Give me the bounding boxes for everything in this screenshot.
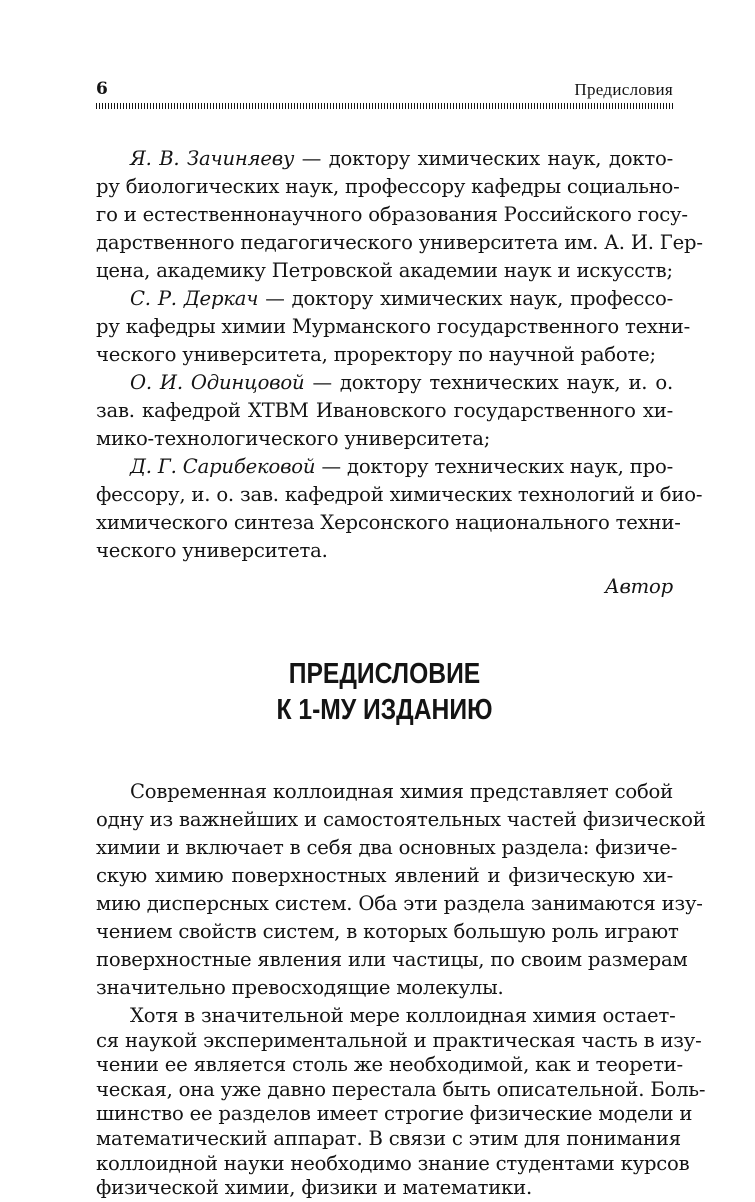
ack-line: фессору, и. о. зав. кафедрой химических технологий и био- (96, 483, 703, 506)
header-dotted-rule (96, 103, 673, 109)
ack-line: ческого университета. (96, 539, 328, 562)
page-number: 6 (96, 79, 108, 99)
body-line: одну из важнейших и самостоятельных частей физической (96, 808, 706, 831)
person-name: Д. Г. Сарибековой (130, 455, 316, 478)
body-line: ся наукой экспериментальной и практическая часть в изу- (96, 1028, 702, 1052)
section-title-line-1: ПРЕДИСЛОВИЕ (288, 658, 481, 690)
ack-line: ру биологических наук, профессору кафедры социально- (96, 175, 680, 198)
body-line: ческая, она уже давно перестала быть описательной. Боль- (96, 1077, 706, 1101)
body-line: шинство ее разделов имеет строгие физические модели и (96, 1102, 693, 1126)
ack-line: химического синтеза Херсонского национального техни- (96, 511, 681, 534)
ack-line: Д. Г. Сарибековой — доктору технических наук, про- (130, 455, 674, 478)
ack-line: ру кафедры химии Мурманского государственного техни- (96, 315, 691, 338)
person-name: С. Р. Деркач (130, 287, 259, 310)
ack-line: Я. В. Зачиняеву — доктору химических наук, докто- (130, 147, 673, 170)
person-name: Я. В. Зачиняеву (130, 147, 295, 170)
body-line: Современная коллоидная химия представляет собой (130, 780, 673, 803)
body-line: мию дисперсных систем. Оба эти раздела занимаются изу- (96, 892, 703, 915)
body-line: физической химии, физики и математики. (96, 1176, 532, 1200)
running-title: Предисловия (574, 80, 673, 99)
author-signature: Автор (604, 575, 673, 598)
body-line: химии и включает в себя два основных раздела: физиче- (96, 836, 678, 859)
ack-line: ческого университета, проректору по научной работе; (96, 343, 656, 366)
ack-line: зав. кафедрой ХТВМ Ивановского государственного хи- (96, 399, 673, 422)
section-title-line-2: К 1-МУ ИЗДАНИЮ (276, 694, 493, 726)
body-line: значительно превосходящие молекулы. (96, 976, 504, 999)
ack-line: С. Р. Деркач — доктору химических наук, профессо- (130, 287, 673, 310)
ack-line: дарственного педагогического университета им. А. И. Гер- (96, 231, 703, 254)
ack-line: О. И. Одинцовой — доктору технических наук, и. о. (130, 371, 673, 394)
body-line: коллоидной науки необходимо знание студентами курсов (96, 1151, 690, 1175)
body-line: поверхностные явления или частицы, по своим размерам (96, 948, 688, 971)
body-line: Хотя в значительной мере коллоидная химия остает- (130, 1004, 676, 1027)
ack-line: го и естественнонаучного образования Российского госу- (96, 203, 688, 226)
ack-line: мико-технологического университета; (96, 427, 491, 450)
body-line: математический аппарат. В связи с этим для понимания (96, 1127, 681, 1150)
person-name: О. И. Одинцовой (130, 371, 305, 394)
body-line: чении ее является столь же необходимой, как и теорети- (96, 1053, 683, 1077)
ack-line: цена, академику Петровской академии наук и искусств; (96, 259, 673, 282)
body-line: скую химию поверхностных явлений и физическую хи- (96, 864, 673, 887)
body-line: чением свойств систем, в которых большую роль играют (96, 920, 679, 943)
